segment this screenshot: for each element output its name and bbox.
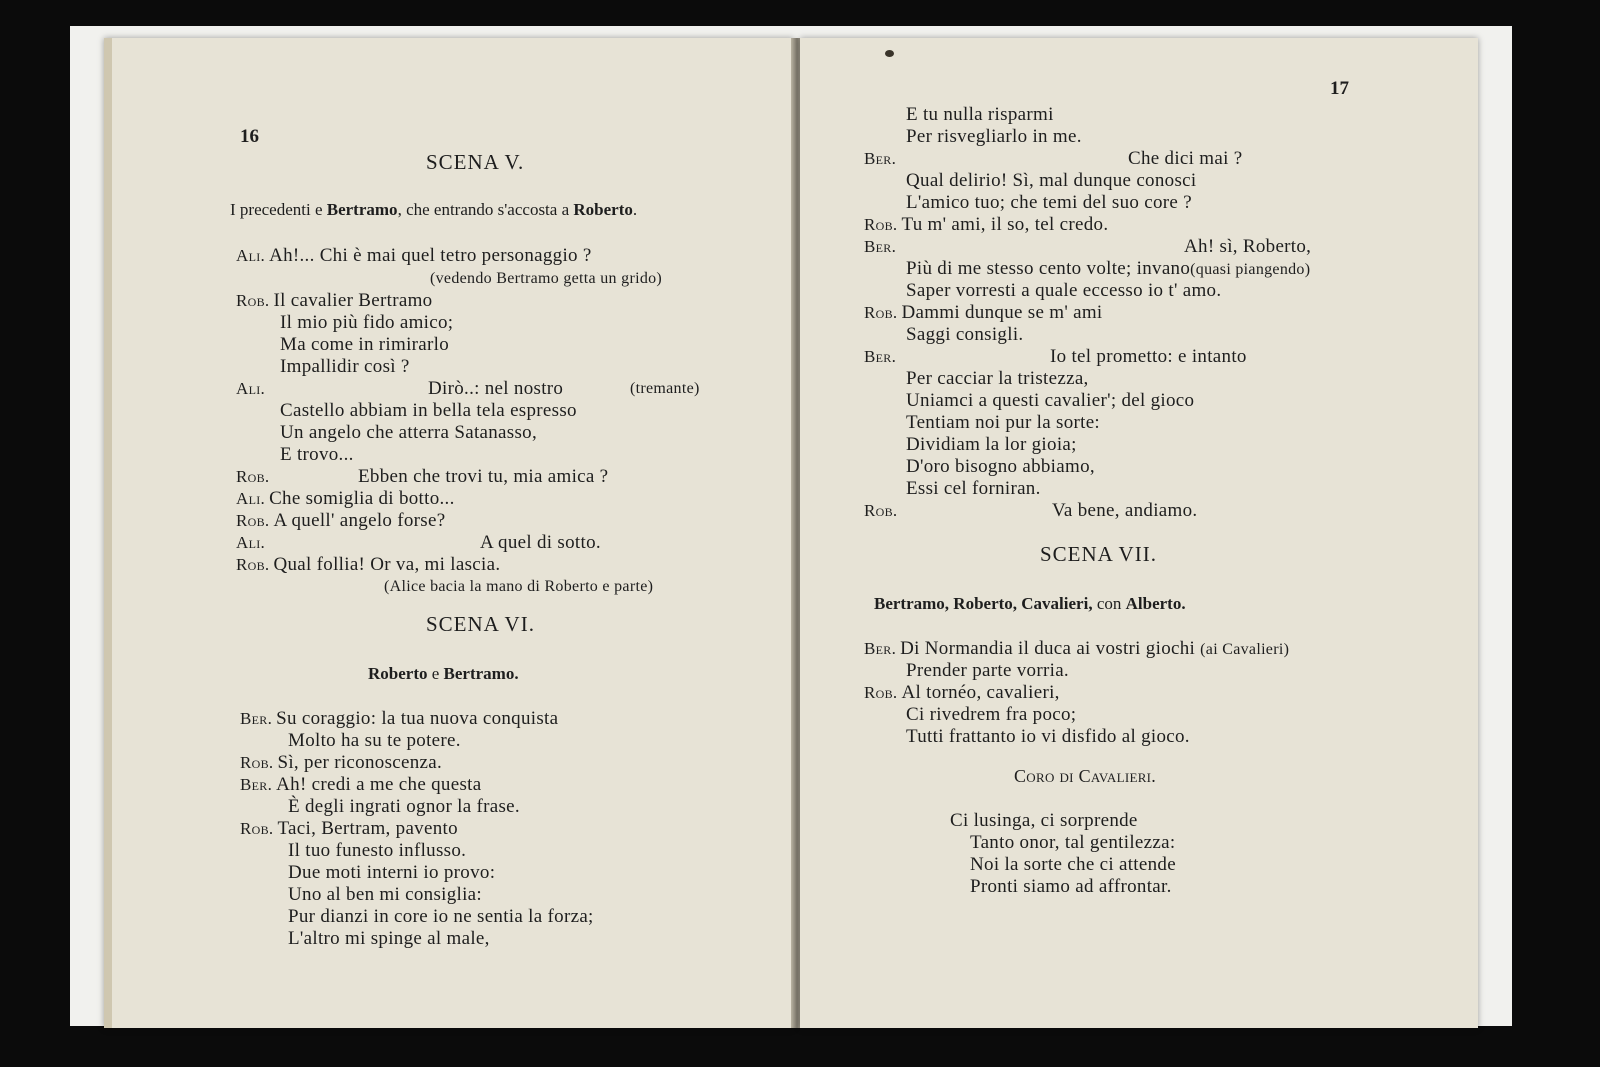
stage-direction: (tremante) xyxy=(630,380,700,397)
verse-line: Due moti interni io provo: xyxy=(288,862,496,883)
verse-line: È degli ingrati ognor la frase. xyxy=(288,796,520,817)
verse-line: Essi cel forniran. xyxy=(906,478,1041,499)
verse-line: D'oro bisogno abbiamo, xyxy=(906,456,1095,477)
dialogue-line xyxy=(864,638,1289,660)
verse: Ah!... Chi è mai quel tetro personaggio ? xyxy=(269,245,592,266)
speaker: Ali. xyxy=(236,489,266,508)
persons-list: Bertramo, Roberto, Cavalieri, xyxy=(874,594,1093,613)
page-number-left: 16 xyxy=(240,126,259,147)
dialogue-line xyxy=(864,148,900,170)
scene7-title: SCENA VII. xyxy=(1040,542,1157,566)
dialogue-line xyxy=(236,532,269,554)
page-number-right: 17 xyxy=(1330,78,1349,99)
dialogue-line xyxy=(236,510,445,532)
verse: Ah! credi a me che questa xyxy=(276,774,482,795)
stage-text: , che entrando s'accosta a xyxy=(397,200,574,219)
speaker: Ber. xyxy=(240,775,273,794)
verse-line: Uniamci a questi cavalier'; del gioco xyxy=(906,390,1195,411)
chorus-line: Tanto onor, tal gentilezza: xyxy=(970,832,1176,853)
verse: Su coraggio: la tua nuova conquista xyxy=(276,708,559,729)
verse-line: Il mio più fido amico; xyxy=(280,312,454,333)
dialogue-line xyxy=(864,682,1060,704)
verse: Io tel prometto: e intanto xyxy=(1050,346,1247,367)
verse: Tu m' ami, il so, tel credo. xyxy=(901,214,1109,235)
dialogue-line xyxy=(236,488,455,510)
verse: Che dici mai ? xyxy=(1128,148,1243,169)
stage-text: I precedenti e xyxy=(230,200,327,219)
speaker: Ber. xyxy=(864,149,897,168)
dialogue-line xyxy=(236,245,592,267)
speaker: Rob. xyxy=(236,555,270,574)
person-connector: con xyxy=(1092,594,1126,613)
verse-line: Impallidir così ? xyxy=(280,356,410,377)
verse-line: L'amico tuo; che temi del suo core ? xyxy=(906,192,1192,213)
speaker: Rob. xyxy=(864,303,898,322)
speaker: Rob. xyxy=(236,511,270,530)
dialogue-line xyxy=(864,214,1108,236)
stage-direction: (vedendo Bertramo getta un grido) xyxy=(430,270,663,287)
verse: Ah! sì, Roberto, xyxy=(1184,236,1312,257)
person-connector: e xyxy=(427,664,444,683)
dialogue-line xyxy=(864,236,900,258)
verse-line: Uno al ben mi consiglia: xyxy=(288,884,482,905)
person-roberto: Roberto xyxy=(368,664,428,683)
verse-line: Ma come in rimirarlo xyxy=(280,334,450,355)
dialogue-line xyxy=(864,302,1103,324)
verse: Ebben che trovi tu, mia amica ? xyxy=(358,466,609,487)
verse-line: Pur dianzi in core io ne sentia la forza; xyxy=(288,906,594,927)
person-bertramo: Bertramo. xyxy=(443,664,519,683)
scene5-title: SCENA V. xyxy=(426,150,525,174)
dialogue-line xyxy=(240,752,442,774)
dialogue-line xyxy=(864,346,900,368)
chorus-title: Coro di Cavalieri. xyxy=(1014,766,1157,786)
verse-line: E tu nulla risparmi xyxy=(906,104,1054,125)
speaker: Ali. xyxy=(236,379,266,398)
stage-name-roberto: Roberto xyxy=(573,200,633,219)
verse-line: Qual delirio! Sì, mal dunque conosci xyxy=(906,170,1197,191)
scene6-persons xyxy=(368,664,519,684)
scene7-persons xyxy=(874,594,1186,614)
dialogue-line xyxy=(236,554,500,576)
verse: Il cavalier Bertramo xyxy=(273,290,433,311)
dialogue-line xyxy=(236,466,273,488)
chorus-line: Ci lusinga, ci sorprende xyxy=(950,810,1138,831)
stage-direction: (Alice bacia la mano di Roberto e parte) xyxy=(384,578,654,595)
verse-line: Per risvegliarlo in me. xyxy=(906,126,1082,147)
verse-line: Saper vorresti a quale eccesso io t' amo. xyxy=(906,280,1222,301)
stage-text: . xyxy=(632,200,638,219)
verse: Sì, per riconoscenza. xyxy=(277,752,443,773)
verse-line: Dividiam la lor gioia; xyxy=(906,434,1077,455)
verse-line: Prender parte vorria. xyxy=(906,660,1069,681)
chorus-line: Noi la sorte che ci attende xyxy=(970,854,1176,875)
chorus-line: Pronti siamo ad affrontar. xyxy=(970,876,1172,897)
verse: Dammi dunque se m' ami xyxy=(901,302,1103,323)
speaker: Rob. xyxy=(864,215,898,234)
verse-line: Ci rivedrem fra poco; xyxy=(906,704,1077,725)
stage-name-bertramo: Bertramo xyxy=(326,200,398,219)
verse-line: L'altro mi spinge al male, xyxy=(288,928,490,949)
speaker: Rob. xyxy=(240,753,274,772)
dialogue-line xyxy=(240,708,558,730)
verse-line: Castello abbiam in bella tela espresso xyxy=(280,400,577,421)
verse: Qual follia! Or va, mi lascia. xyxy=(273,554,501,575)
verse: Più di me stesso cento volte; invano xyxy=(906,258,1191,279)
dialogue-line xyxy=(240,818,458,840)
verse: Taci, Bertram, pavento xyxy=(277,818,458,839)
speaker: Ali. xyxy=(236,246,266,265)
verse-line: Un angelo che atterra Satanasso, xyxy=(280,422,538,443)
verse-line: Molto ha su te potere. xyxy=(288,730,461,751)
verse-line: Tutti frattanto io vi disfido al gioco. xyxy=(906,726,1190,747)
speaker: Rob. xyxy=(240,819,274,838)
ink-spot xyxy=(885,50,894,57)
dialogue-line xyxy=(236,378,269,400)
verse: Che somiglia di botto... xyxy=(269,488,455,509)
dialogue-line xyxy=(236,290,432,312)
verse: Al tornéo, cavalieri, xyxy=(901,682,1060,703)
dialogue-line xyxy=(240,774,481,796)
left-page xyxy=(104,38,794,1028)
speaker: Rob. xyxy=(236,467,270,486)
speaker: Ber. xyxy=(864,237,897,256)
scene5-stage-direction xyxy=(230,200,637,220)
right-page xyxy=(800,38,1478,1028)
speaker: Ali. xyxy=(236,533,266,552)
speaker: Rob. xyxy=(864,501,898,520)
scene6-title: SCENA VI. xyxy=(426,612,535,636)
verse-line: Il tuo funesto influsso. xyxy=(288,840,467,861)
stage-direction: (ai Cavalieri) xyxy=(1200,641,1290,658)
verse: A quel di sotto. xyxy=(480,532,601,553)
person-alberto: Alberto. xyxy=(1125,594,1186,613)
verse-line: Tentiam noi pur la sorte: xyxy=(906,412,1101,433)
verse: Dirò..: nel nostro xyxy=(428,378,564,399)
speaker: Rob. xyxy=(236,291,270,310)
verse: A quell' angelo forse? xyxy=(273,510,446,531)
verse: Di Normandia il duca ai vostri giochi xyxy=(900,638,1196,659)
verse-line: Saggi consigli. xyxy=(906,324,1024,345)
speaker: Ber. xyxy=(864,639,897,658)
speaker: Ber. xyxy=(240,709,273,728)
verse-line: Per cacciar la tristezza, xyxy=(906,368,1089,389)
speaker: Rob. xyxy=(864,683,898,702)
dialogue-line xyxy=(864,500,901,522)
speaker: Ber. xyxy=(864,347,897,366)
verse: Va bene, andiamo. xyxy=(1052,500,1198,521)
verse-line xyxy=(906,258,1310,280)
stage-direction: (quasi piangendo) xyxy=(1190,261,1311,278)
verse-line: E trovo... xyxy=(280,444,354,465)
